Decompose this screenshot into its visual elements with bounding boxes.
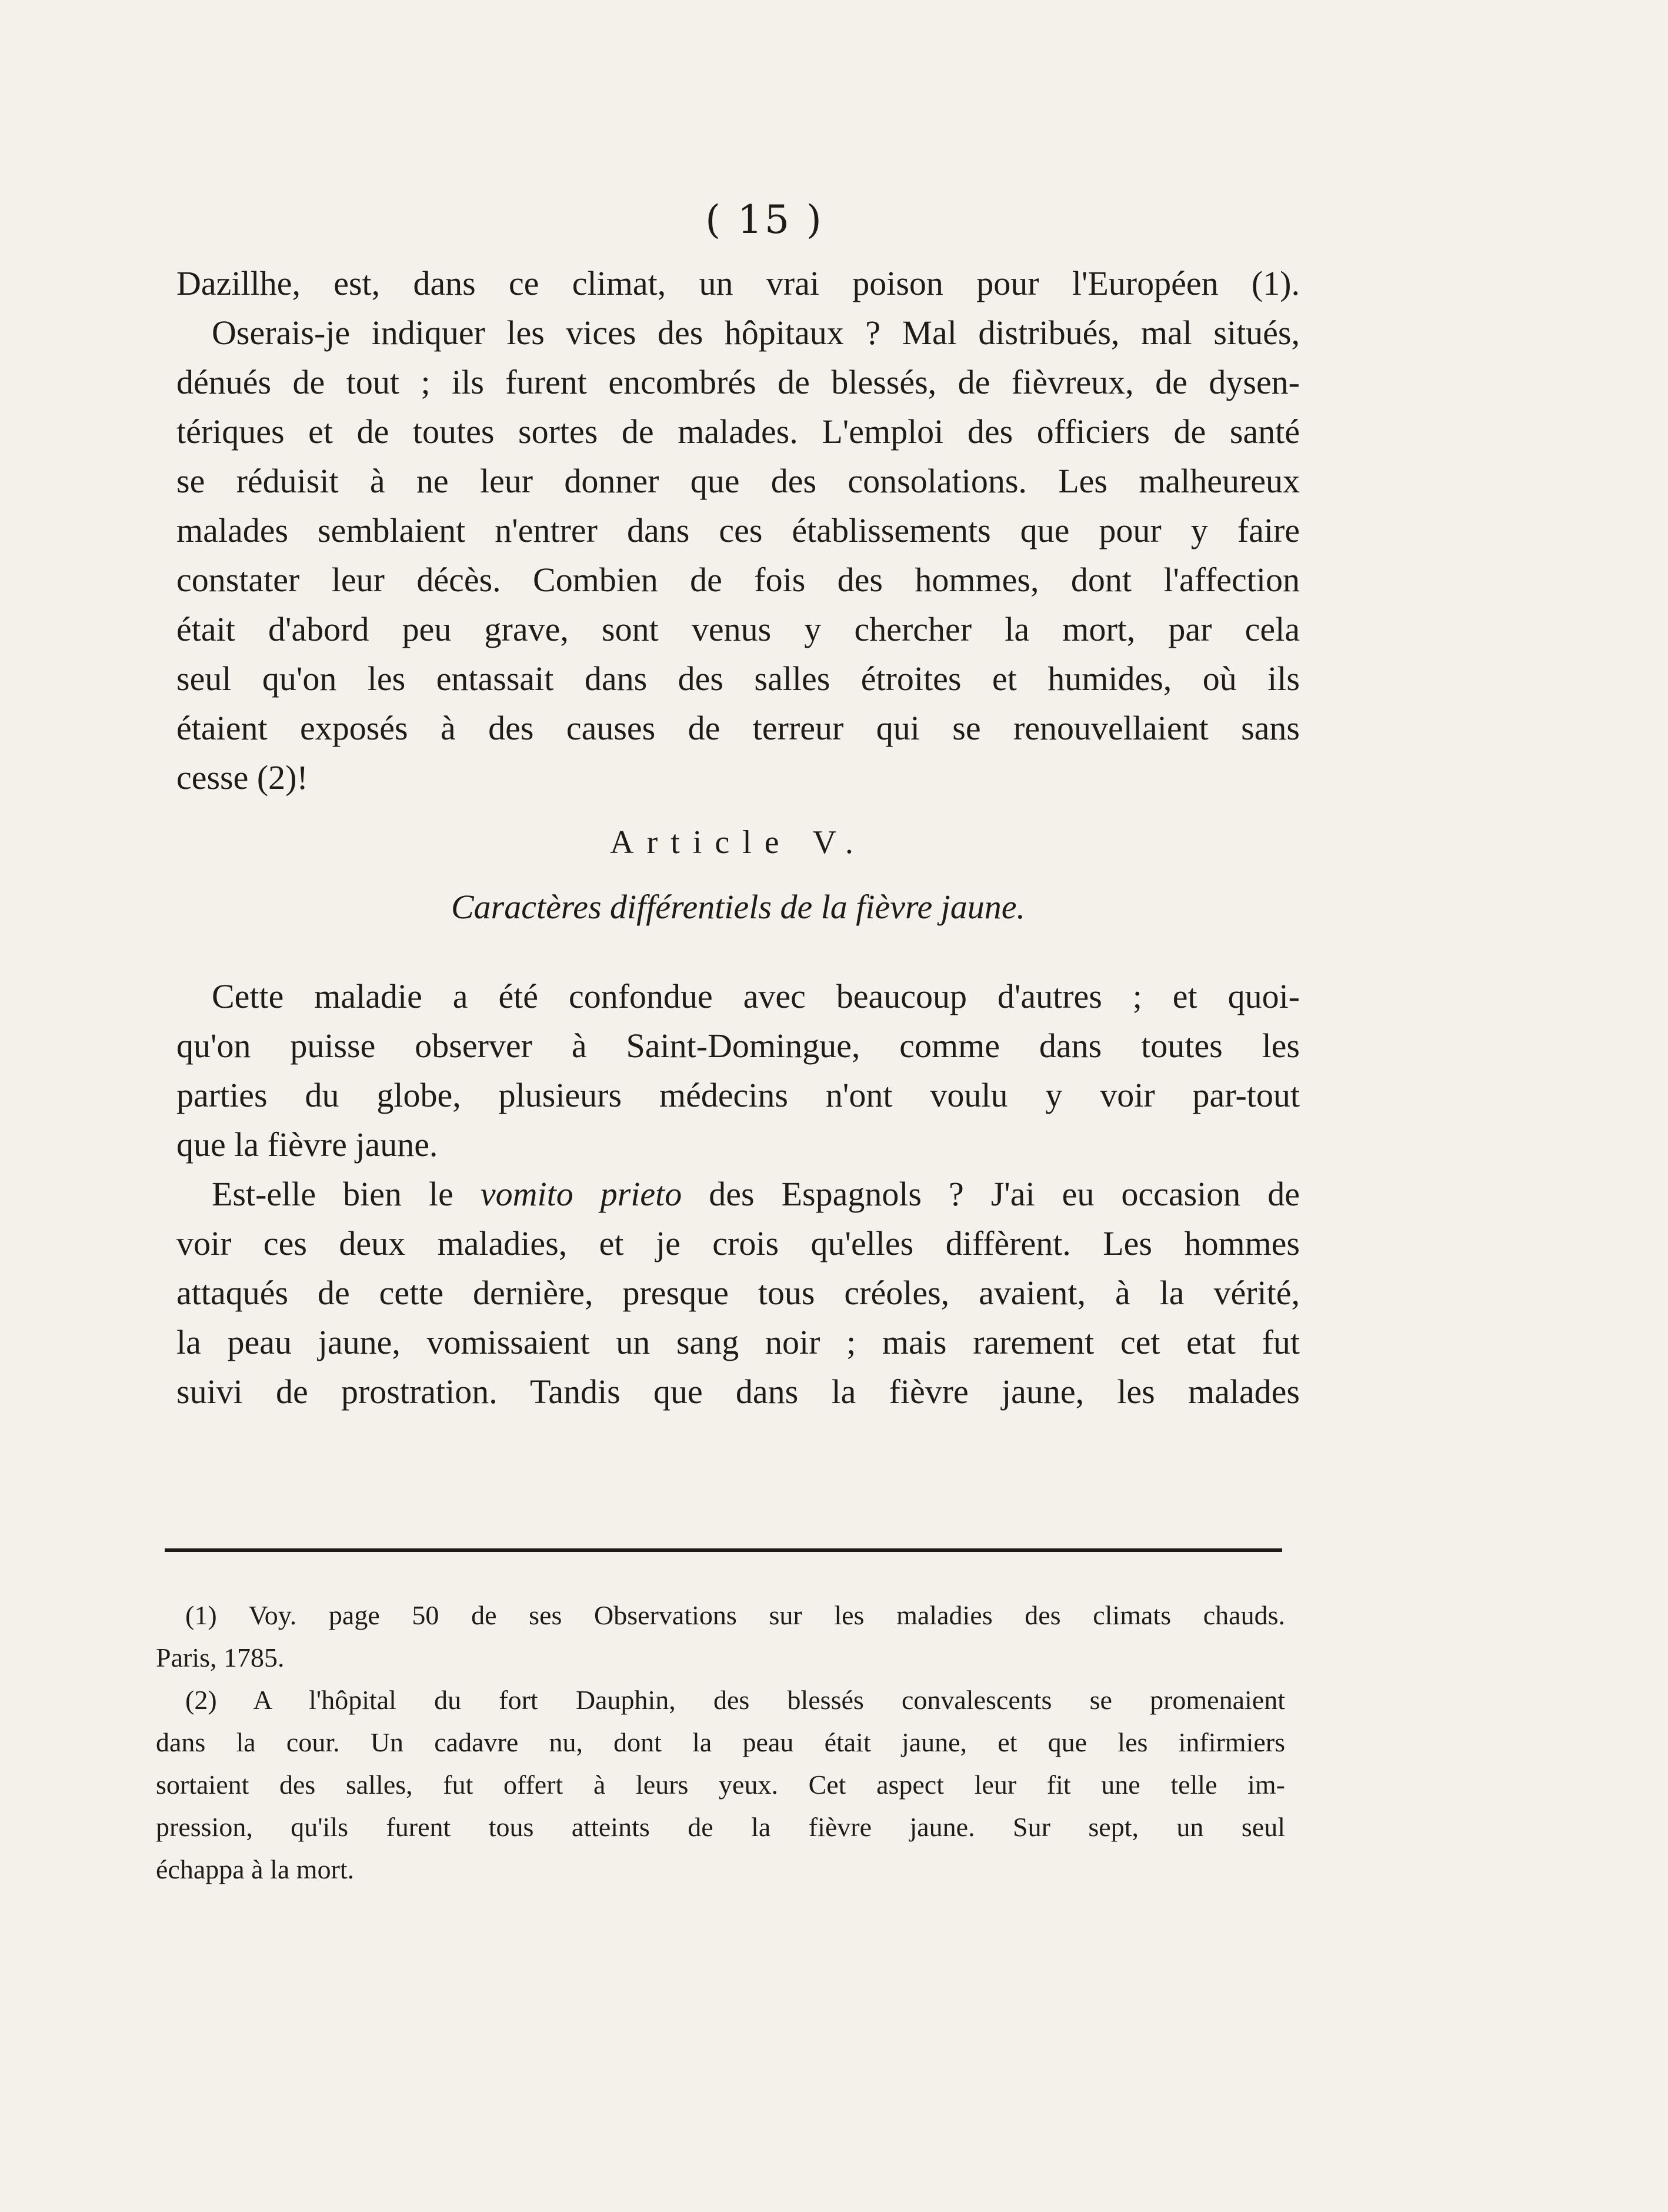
article-heading: Article V. — [610, 824, 866, 861]
text-line: Oserais-je indiquer les vices des hôpitaux ? Mal distribués, mal situés, — [212, 314, 1300, 352]
text-line: tériques et de toutes sortes de malades. L'emploi des officiers de santé — [176, 412, 1300, 451]
text-line: parties du globe, plusieurs médecins n'ont voulu y voir par-tout — [176, 1076, 1300, 1114]
text-line: suivi de prostration. Tandis que dans la fièvre jaune, les malades — [176, 1372, 1300, 1411]
article-subtitle: Caractères différentiels de la fièvre jaune. — [451, 888, 1026, 926]
footnote-line: échappa à la mort. — [156, 1854, 355, 1884]
text-line: se réduisit à ne leur donner que des consolations. Les malheureux — [176, 462, 1300, 500]
footnote-line: Paris, 1785. — [156, 1643, 285, 1673]
text-line: que la fièvre jaune. — [176, 1125, 438, 1164]
footnote-line: pression, qu'ils furent tous atteints de la fièvre jaune. Sur sept, un seul — [156, 1812, 1285, 1842]
text-line: Dazillhe, est, dans ce climat, un vrai poison pour l'Européen (1). — [176, 264, 1300, 302]
text-line: attaqués de cette dernière, presque tous créoles, avaient, à la vérité, — [176, 1274, 1300, 1312]
footnote-line: (2) A l'hôpital du fort Dauphin, des blessés convalescents se promenaient — [185, 1685, 1285, 1715]
text-line: la peau jaune, vomissaient un sang noir ; mais rarement cet etat fut — [176, 1323, 1300, 1361]
footnotes — [156, 1594, 1285, 1891]
page-number: ( 15 ) — [705, 197, 824, 242]
footnote-divider — [165, 1548, 1282, 1552]
text-line: dénués de tout ; ils furent encombrés de blessés, de fièvreux, de dysen- — [176, 363, 1300, 401]
text-line — [176, 1170, 1300, 1219]
text-line: voir ces deux maladies, et je crois qu'elles diffèrent. Les hommes — [176, 1224, 1300, 1262]
main-text — [176, 259, 1300, 1417]
text-segment: des Espagnols ? J'ai eu occasion de — [709, 1175, 1300, 1213]
text-line: Cette maladie a été confondue avec beaucoup d'autres ; et quoi- — [212, 977, 1300, 1015]
text-line: malades semblaient n'entrer dans ces établissements que pour y faire — [176, 511, 1300, 549]
footnote-line: sortaient des salles, fut offert à leurs yeux. Cet aspect leur fit une telle im- — [156, 1770, 1285, 1800]
text-segment: Est-elle bien le — [212, 1175, 453, 1213]
footnote-line: dans la cour. Un cadavre nu, dont la peau était jaune, et que les infirmiers — [156, 1727, 1285, 1757]
text-line: était d'abord peu grave, sont venus y chercher la mort, par cela — [176, 610, 1300, 648]
text-line: constater leur décès. Combien de fois des hommes, dont l'affection — [176, 561, 1300, 599]
text-line: seul qu'on les entassait dans des salles étroites et humides, où ils — [176, 659, 1300, 698]
text-line: étaient exposés à des causes de terreur qui se renouvellaient sans — [176, 709, 1300, 747]
footnote-line: (1) Voy. page 50 de ses Observations sur les maladies des climats chauds. — [185, 1600, 1285, 1630]
text-line: cesse (2)! — [176, 758, 308, 797]
italic-term: vomito prieto — [480, 1175, 682, 1213]
text-line: qu'on puisse observer à Saint-Domingue, comme dans toutes les — [176, 1027, 1300, 1065]
